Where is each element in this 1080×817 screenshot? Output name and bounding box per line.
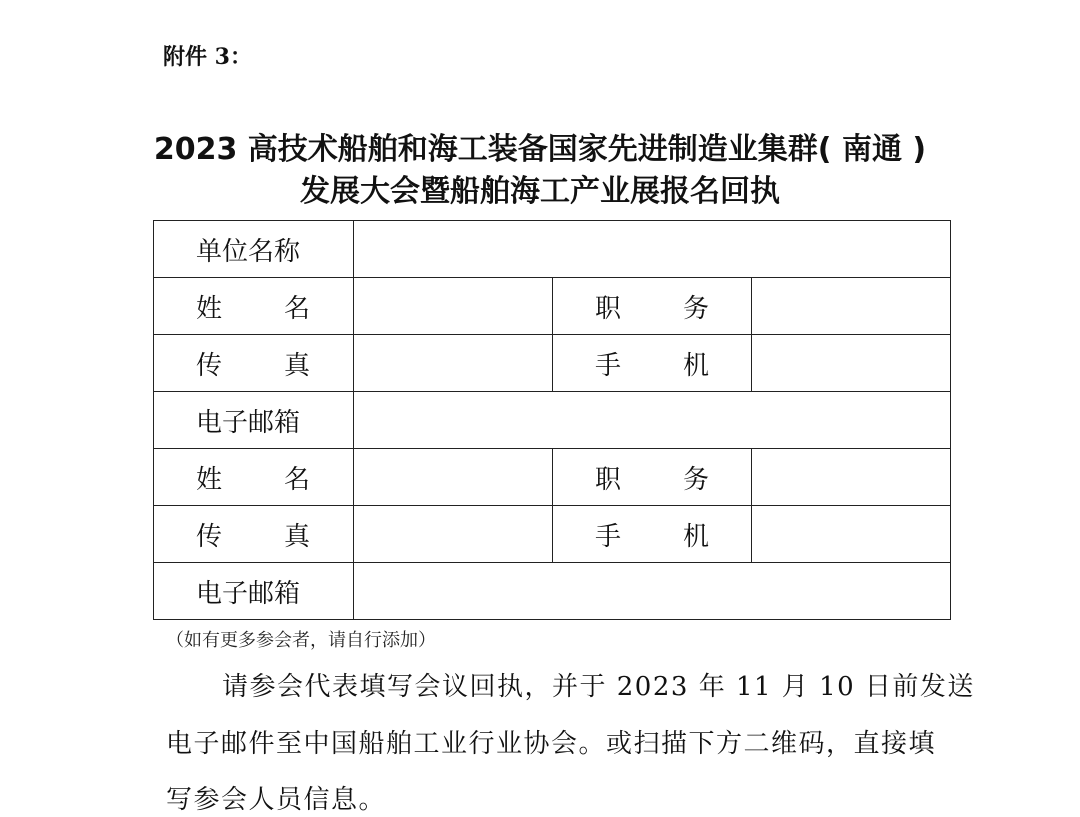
- email-label: 电子邮箱: [154, 392, 354, 449]
- registration-form-table: [153, 220, 951, 620]
- attachment-label: 附件 3：: [163, 44, 252, 70]
- add-more-note: （如有更多参会者，请自行添加）: [166, 630, 436, 651]
- mobile-field[interactable]: [752, 506, 951, 563]
- position-field[interactable]: [752, 449, 951, 506]
- mobile-label: 手 机: [553, 335, 752, 392]
- name-label: 姓 名: [154, 449, 354, 506]
- table-row: [154, 506, 951, 563]
- instruction-line-3: 写参会人员信息。: [166, 785, 387, 815]
- name-field[interactable]: [354, 278, 553, 335]
- page-title-line-2: 发展大会暨船舶海工产业展报名回执: [300, 174, 780, 209]
- email-field[interactable]: [354, 392, 951, 449]
- page-title-line-1: 2023 高技术船舶和海工装备国家先进制造业集群( 南通 ): [153, 132, 927, 167]
- table-row: [154, 335, 951, 392]
- table-row: [154, 563, 951, 620]
- unit-name-label: 单位名称: [154, 221, 354, 278]
- table-row: [154, 221, 951, 278]
- fax-field[interactable]: [354, 335, 553, 392]
- mobile-label: 手 机: [553, 506, 752, 563]
- fax-label: 传 真: [154, 506, 354, 563]
- unit-name-field[interactable]: [354, 221, 951, 278]
- position-label: 职 务: [553, 449, 752, 506]
- mobile-field[interactable]: [752, 335, 951, 392]
- instruction-line-1: 请参会代表填写会议回执，并于 2023 年 11 月 10 日前发送: [222, 672, 975, 702]
- email-label: 电子邮箱: [154, 563, 354, 620]
- email-field[interactable]: [354, 563, 951, 620]
- table-row: [154, 278, 951, 335]
- position-label: 职 务: [553, 278, 752, 335]
- table-row: [154, 449, 951, 506]
- fax-label: 传 真: [154, 335, 354, 392]
- name-field[interactable]: [354, 449, 553, 506]
- fax-field[interactable]: [354, 506, 553, 563]
- table-row: [154, 392, 951, 449]
- position-field[interactable]: [752, 278, 951, 335]
- instruction-line-2: 电子邮件至中国船舶工业行业协会。或扫描下方二维码，直接填: [166, 729, 937, 759]
- name-label: 姓 名: [154, 278, 354, 335]
